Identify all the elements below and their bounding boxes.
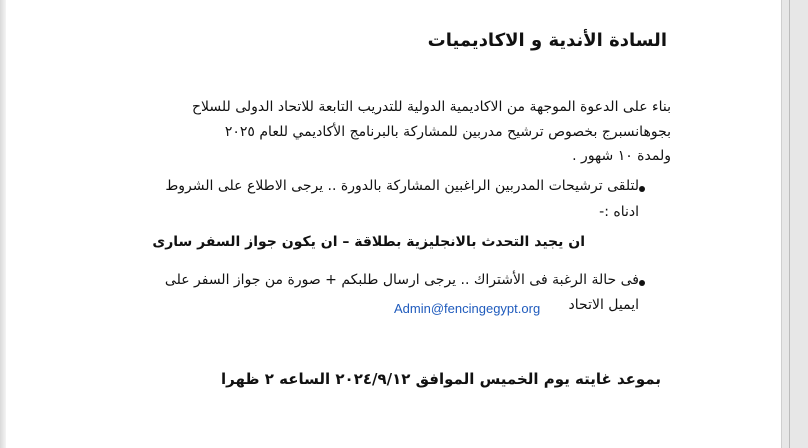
language-passport-requirement: ان يجيد التحدث بالانجليزية بطلاقة – ان يكون جواز السفر سارى bbox=[152, 234, 585, 250]
intro-line-2: بجوهانسبرج بخصوص ترشيح مدربين للمشاركة بالبرنامج الأكاديمي للعام ٢٠٢٥ bbox=[224, 124, 671, 140]
window-scroll-gutter[interactable] bbox=[781, 0, 808, 448]
document-page bbox=[6, 0, 781, 448]
bullet-2-line-1: فى حالة الرغبة فى الأشتراك .. يرجى ارسال طلبكم + صورة من جواز السفر على bbox=[164, 272, 639, 288]
bullet-2-line-2: ايميل الاتحاد bbox=[568, 297, 639, 313]
intro-line-3: ولمدة ١٠ شهور . bbox=[572, 148, 671, 164]
federation-email-link[interactable]: Admin@fencingegypt.org bbox=[394, 301, 541, 316]
bullet-dot-icon bbox=[639, 186, 645, 192]
bullet-1-line-1: لتلقى ترشيحات المدربين الراغبين المشاركة بالدورة .. يرجى الاطلاع على الشروط bbox=[165, 178, 639, 194]
bullet-dot-icon bbox=[639, 280, 645, 286]
intro-line-1: بناء على الدعوة الموجهة من الاكاديمية الدولية للتدريب التابعة للاتحاد الدولى للسلاح bbox=[192, 99, 671, 115]
bullet-1-line-2: ادناه :- bbox=[599, 204, 639, 220]
document-heading: السادة الأندية و الاكاديميات bbox=[427, 30, 667, 51]
deadline-notice: بموعد غايته يوم الخميس الموافق ٢٠٢٤/٩/١٢ الساعه ٢ ظهرا bbox=[221, 370, 661, 388]
